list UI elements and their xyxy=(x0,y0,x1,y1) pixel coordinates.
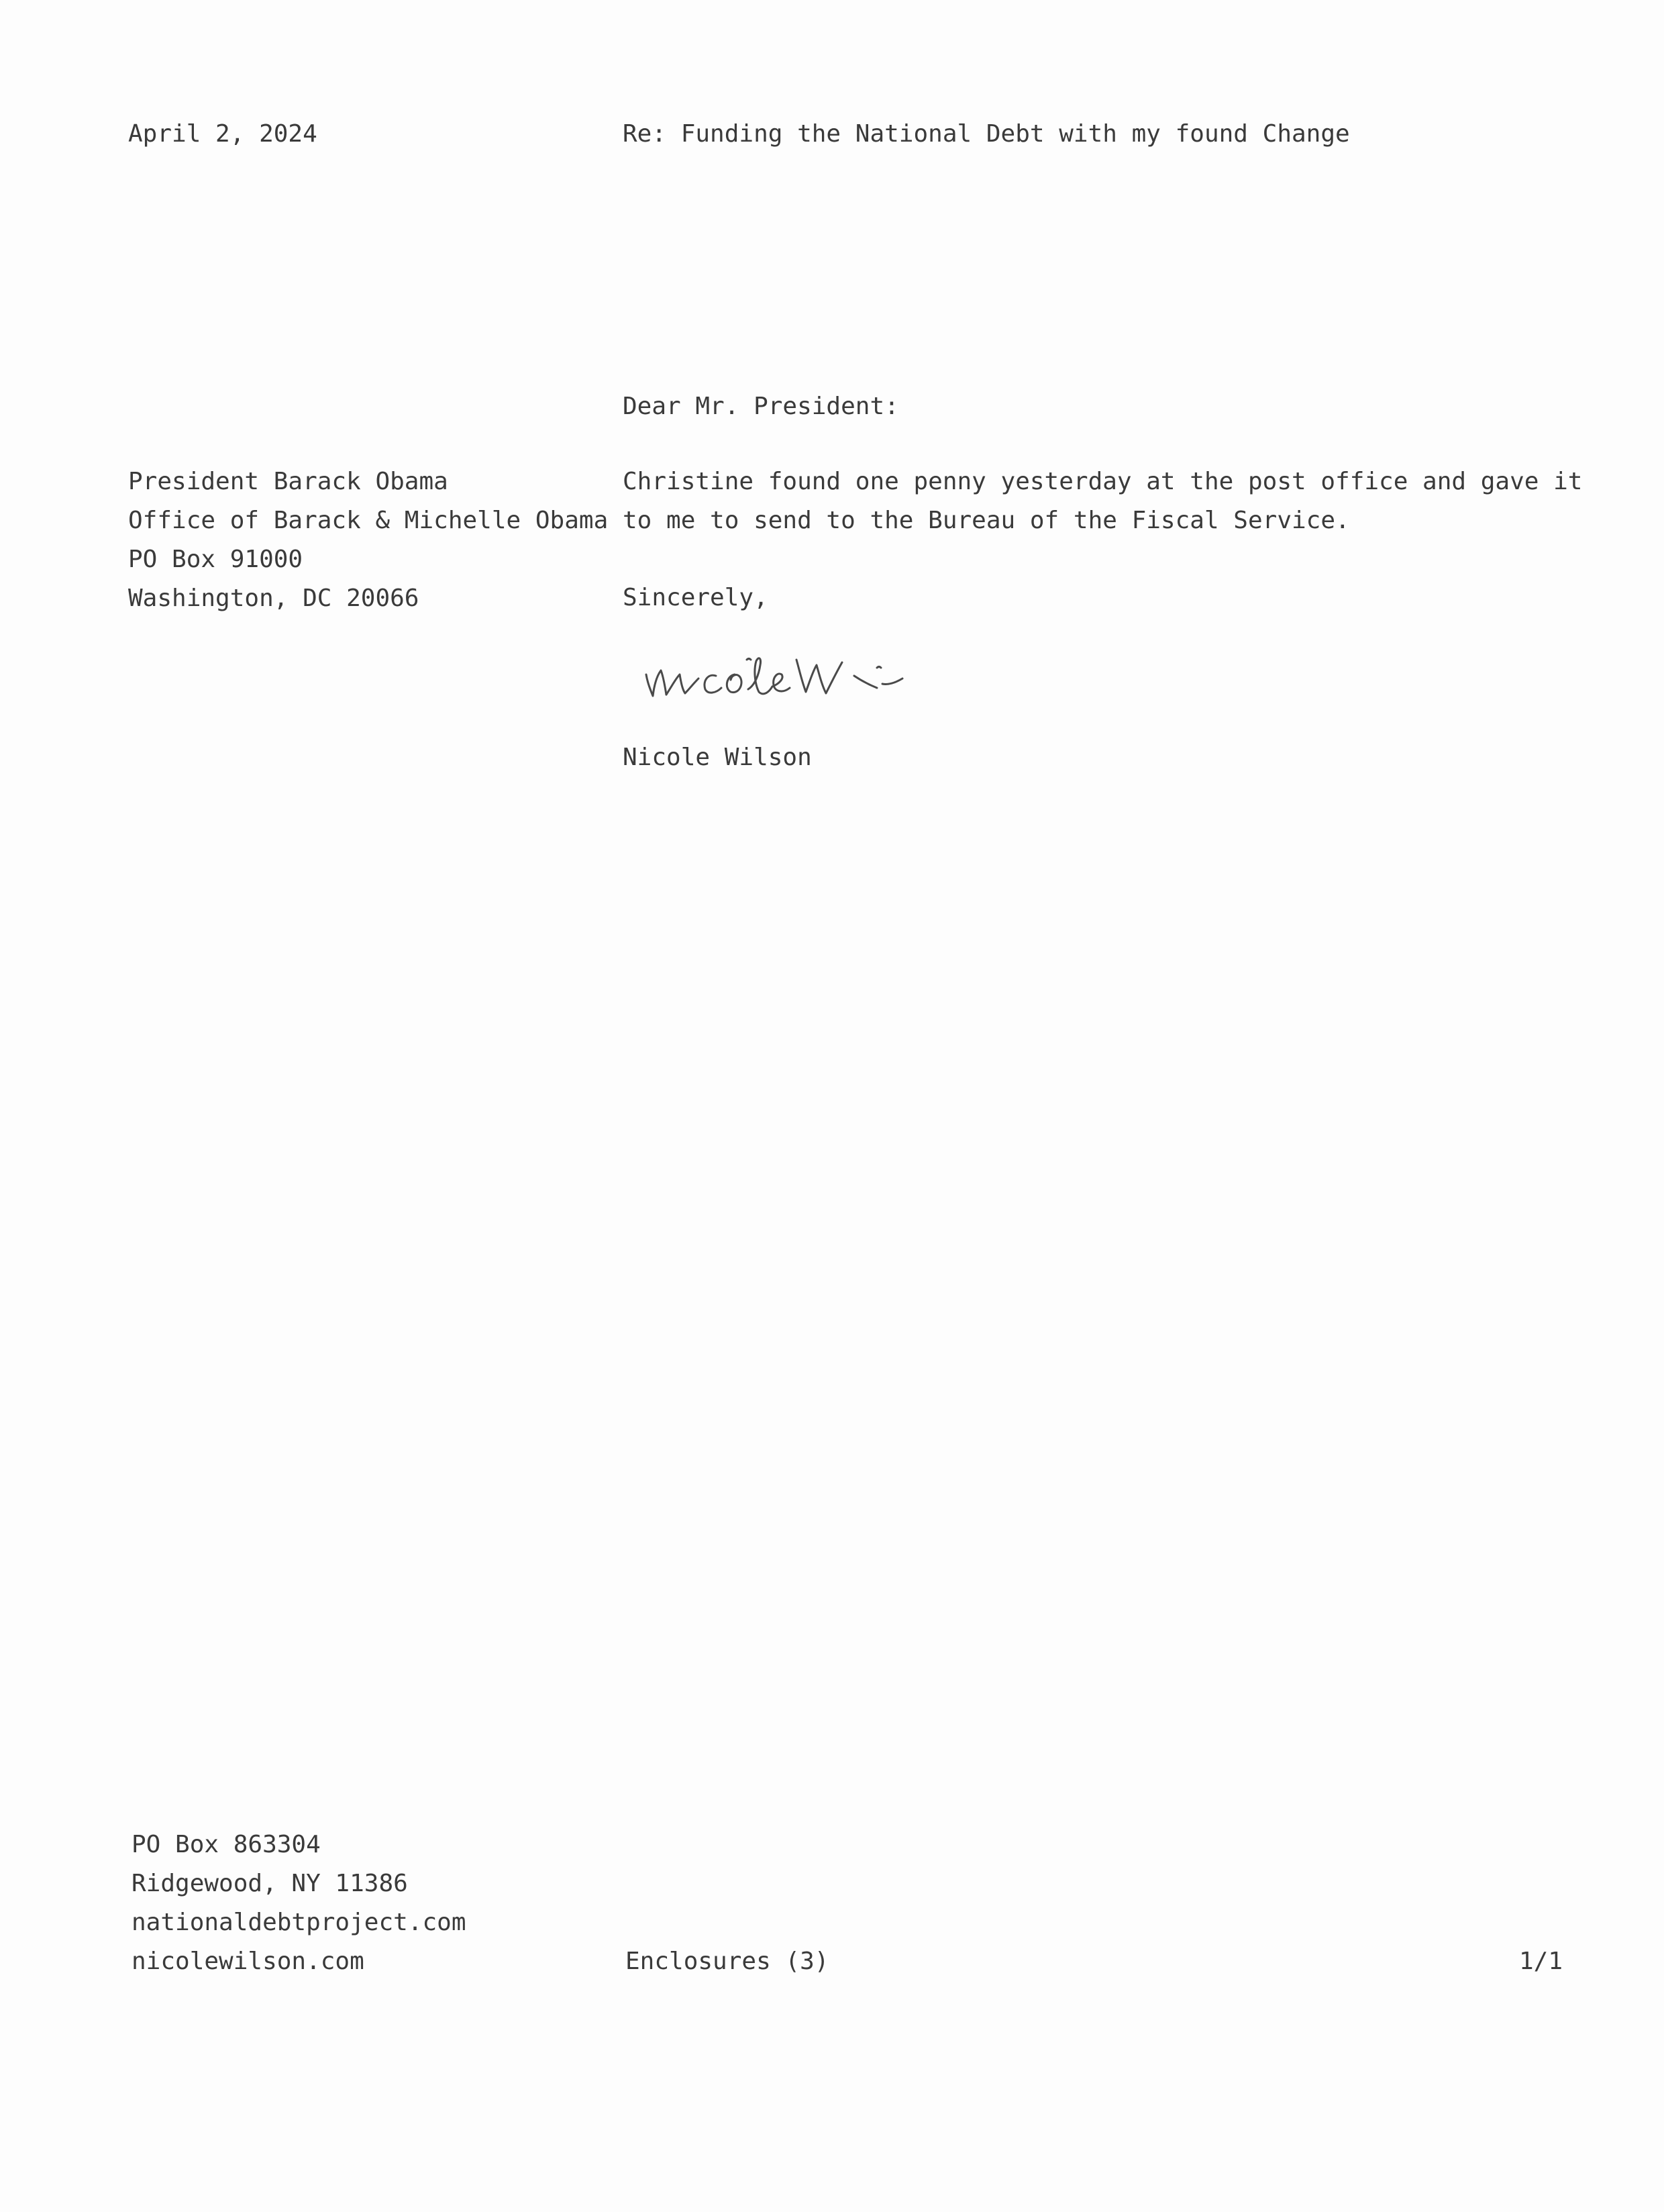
signer-name: Nicole Wilson xyxy=(623,744,812,771)
sender-address xyxy=(132,1825,466,1981)
sender-website-project: nationaldebtproject.com xyxy=(132,1909,466,1936)
sender-city: Ridgewood, NY 11386 xyxy=(132,1870,408,1897)
body-line: Christine found one penny yesterday at the post office and gave it xyxy=(623,468,1583,495)
page-number: 1/1 xyxy=(1519,1948,1563,1975)
letter-closing: Sincerely, xyxy=(623,584,768,611)
letter-subject: Re: Funding the National Debt with my found Change xyxy=(623,120,1350,148)
letter-salutation: Dear Mr. President: xyxy=(623,393,899,420)
letter-body xyxy=(623,462,1582,540)
sender-po-box: PO Box 863304 xyxy=(132,1831,321,1858)
sender-website-personal: nicolewilson.com xyxy=(132,1948,364,1975)
recipient-address xyxy=(128,462,608,618)
enclosures-note: Enclosures (3) xyxy=(625,1948,829,1975)
recipient-po-box: PO Box 91000 xyxy=(128,546,303,573)
recipient-name: President Barack Obama xyxy=(128,468,448,495)
letter-date: April 2, 2024 xyxy=(128,120,317,148)
signature-drawing xyxy=(641,627,936,708)
handwritten-signature-icon xyxy=(641,627,936,708)
body-line: to me to send to the Bureau of the Fiscal Service. xyxy=(623,507,1350,534)
recipient-city: Washington, DC 20066 xyxy=(128,585,419,612)
recipient-office: Office of Barack & Michelle Obama xyxy=(128,507,609,534)
